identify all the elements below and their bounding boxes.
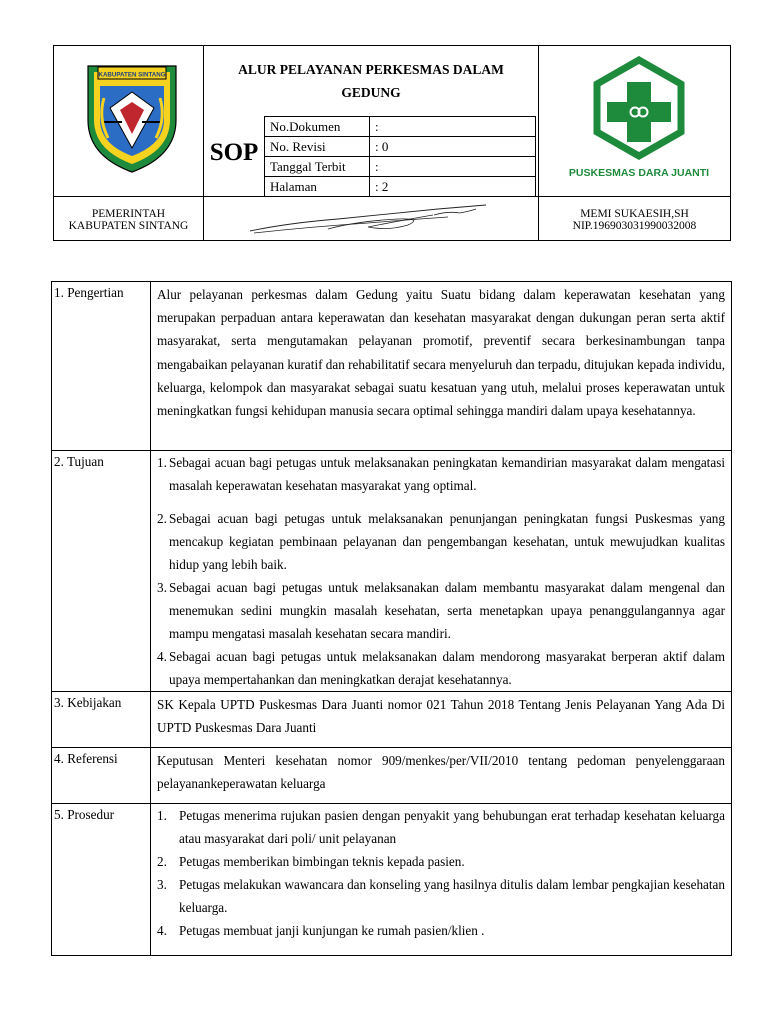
gov-line-1: PEMERINTAH <box>91 208 166 220</box>
doc-row <box>265 137 536 157</box>
list-item <box>157 576 725 645</box>
right-logo-cell <box>538 45 731 197</box>
head-official-cell <box>538 196 731 241</box>
list-number: 1. <box>157 455 167 470</box>
title-line-2: GEDUNG <box>341 85 401 100</box>
section-paragraph: SK Kepala UPTD Puskesmas Dara Juanti nomor 021 Tahun 2018 Tentang Jenis Pelayanan Yang Ada Di UPTD Puskesmas Dara Juanti <box>157 697 725 736</box>
head-nip: NIP.196903031990032008 <box>572 220 697 232</box>
list-item <box>157 507 725 576</box>
doc-value: : 2 <box>370 177 536 197</box>
government-cell <box>53 196 204 241</box>
list-item <box>157 873 725 919</box>
list-item <box>157 850 725 873</box>
section-body <box>151 748 732 804</box>
sop-label: SOP <box>209 139 259 166</box>
sop-content-table <box>51 281 732 956</box>
doc-value: : <box>370 157 536 177</box>
section-row-kebijakan <box>52 692 732 748</box>
section-label: 3. Kebijakan <box>52 692 151 748</box>
doc-key: Halaman <box>265 177 370 197</box>
signature-cell <box>203 196 539 241</box>
title-cell <box>203 45 539 197</box>
puskesmas-logo-label: PUSKESMAS DARA JUANTI <box>569 167 709 179</box>
section-label: 1. Pengertian <box>52 282 151 451</box>
section-label: 4. Referensi <box>52 748 151 804</box>
left-logo-cell <box>53 45 204 197</box>
gov-line-2: KABUPATEN SINTANG <box>68 220 189 232</box>
section-body <box>151 282 732 451</box>
list-text: Sebagai acuan bagi petugas untuk melaksanakan penunjangan peningkatan fungsi Puskesmas yang mencakup kegiatan pembinaan pelayanan dan pengembangan kesehatan, untuk mewujudkan kualitas hidup yang lebih baik. <box>169 511 725 572</box>
list-number: 3. <box>157 877 167 892</box>
section-row-referensi <box>52 748 732 804</box>
puskesmas-logo <box>569 56 709 188</box>
list-text: Petugas membuat janji kunjungan ke rumah pasien/klien . <box>179 923 485 938</box>
document-title <box>204 58 538 104</box>
section-label: 5. Prosedur <box>52 804 151 956</box>
kabupaten-sintang-emblem <box>82 58 182 174</box>
title-line-1: ALUR PELAYANAN PERKESMAS DALAM <box>238 62 504 77</box>
section-body <box>151 804 732 956</box>
list-number: 3. <box>157 580 167 595</box>
emblem-label: KABUPATEN SINTANG <box>98 71 166 79</box>
section-row-pengertian <box>52 282 732 451</box>
list-number: 2. <box>157 854 167 869</box>
list-text: Petugas menerima rujukan pasien dengan penyakit yang behubungan erat terhadap kesehatan keluarga atau masyarakat dari poli/ unit pelayanan <box>179 808 725 846</box>
head-name: MEMI SUKAESIH,SH <box>580 208 689 220</box>
section-row-tujuan <box>52 451 732 692</box>
signature-image <box>248 203 493 237</box>
list-item <box>157 919 725 942</box>
doc-row <box>265 177 536 197</box>
doc-key: No. Revisi <box>265 137 370 157</box>
doc-value: : <box>370 117 536 137</box>
document-header <box>53 45 731 241</box>
government-name <box>54 208 203 232</box>
list-text: Sebagai acuan bagi petugas untuk melaksanakan dalam mendorong masyarakat berperan aktif dalam upaya mempertahankan dan meningkatkan derajat kesehatannya. <box>169 649 725 687</box>
section-paragraph: Keputusan Menteri kesehatan nomor 909/menkes/per/VII/2010 tentang pedoman penyelenggaraan pelayanankeperawatan keluarga <box>157 753 725 792</box>
document-info-table <box>264 116 536 197</box>
section-row-prosedur <box>52 804 732 956</box>
list-text: Petugas memberikan bimbingan teknis kepada pasien. <box>179 854 465 869</box>
doc-row <box>265 157 536 177</box>
list-item <box>157 645 725 691</box>
list-number: 4. <box>157 923 167 938</box>
list-text: Petugas melakukan wawancara dan konseling yang hasilnya ditulis dalam lembar pengkajian kesehatan keluarga. <box>179 877 726 915</box>
prosedur-list <box>157 804 725 942</box>
doc-row <box>265 117 536 137</box>
list-item <box>157 804 725 850</box>
list-number: 1. <box>157 808 167 823</box>
list-item <box>157 451 725 497</box>
section-body <box>151 692 732 748</box>
doc-key: No.Dokumen <box>265 117 370 137</box>
section-label: 2. Tujuan <box>52 451 151 692</box>
section-body <box>151 451 732 692</box>
list-text: Sebagai acuan bagi petugas untuk melaksanakan dalam membantu masyarakat dalam mengenal dan menemukan sedini mungkin masalah kesehatan, serta menetapkan upaya penanggulangannya agar mampu mengatasi masalah kesehatan secara mandiri. <box>169 580 725 641</box>
doc-value: : 0 <box>370 137 536 157</box>
head-official <box>539 208 730 232</box>
list-text: Sebagai acuan bagi petugas untuk melaksanakan peningkatan kemandirian masyarakat dalam mengatasi masalah keperawatan kesehatan masyarakat yang optimal. <box>169 455 725 493</box>
list-number: 4. <box>157 649 167 664</box>
doc-key: Tanggal Terbit <box>265 157 370 177</box>
tujuan-list <box>157 451 725 691</box>
section-paragraph: Alur pelayanan perkesmas dalam Gedung yaitu Suatu bidang dalam keperawatan kesehatan yang merupakan perpaduan antara keperawatan dan kesehatan masyarakat dengan dukungan peran serta aktif masyarakat, serta mengutamakan pelayanan promotif, preventif secara berkesinambungan tanpa mengabaikan pelayanan kuratif dan rehabilitatif secara menyeluruh dan terpadu, ditujukan kepada individu, keluarga, kelompok dan masyarakat sebagai suatu kesatuan yang utuh, melalui proses keperawatan untuk meningkatkan fungsi kehidupan manusia secara optimal sehingga mandiri dalam upaya kesehatannya. <box>157 287 725 419</box>
list-number: 2. <box>157 511 167 526</box>
